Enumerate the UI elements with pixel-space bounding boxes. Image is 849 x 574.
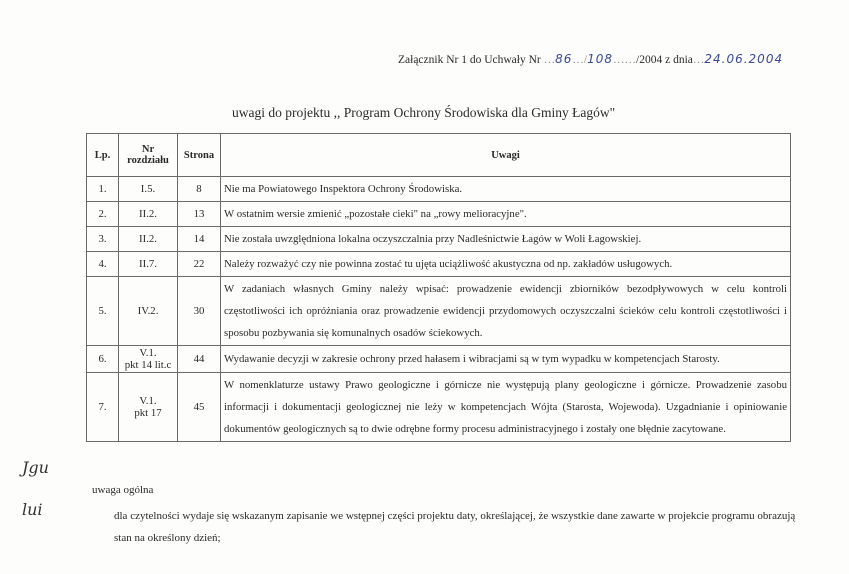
table-row <box>87 202 791 227</box>
cell-remark: W zadaniach własnych Gminy należy wpisać: prowadzenie ewidencji zbiorników bezodpływowych w celu kontroli częstotliwości ich opróżniania oraz prowadzenie ewidencji przydomowych oczyszczalni ścieków celu kontroli częstotliwości i sposobu pozbywania się komunalnych osadów ściekowych. <box>221 277 791 346</box>
cell-chapter <box>119 373 178 442</box>
cell-page: 44 <box>178 346 221 373</box>
cell-lp: 6. <box>87 346 119 373</box>
attachment-prefix: Załącznik Nr 1 do Uchwały Nr <box>398 54 541 66</box>
cell-chapter: II.2. <box>119 202 178 227</box>
cell-remark: W ostatnim wersie zmienić „pozostałe cieki" na „rowy melioracyjne". <box>221 202 791 227</box>
cell-chapter <box>119 346 178 373</box>
cell-chapter: IV.2. <box>119 277 178 346</box>
cell-remark: Należy rozważyć czy nie powinna zostać tu ujęta uciążliwość akustyczna od np. zakładów usługowych. <box>221 252 791 277</box>
cell-lp: 3. <box>87 227 119 252</box>
resolution-number-part2: 108 <box>587 52 614 66</box>
margin-handwritten-initials-2: lui <box>22 500 43 519</box>
cell-chapter: II.7. <box>119 252 178 277</box>
table-row <box>87 373 791 442</box>
general-remark-text: dla czytelności wydaje się wskazanym zapisanie we wstępnej części projektu daty, określającej, że wszystkie dane zawarte w projekcie programu obrazują stan na określony dzień; <box>114 510 796 544</box>
cell-lp: 2. <box>87 202 119 227</box>
cell-page: 8 <box>178 177 221 202</box>
cell-page: 45 <box>178 373 221 442</box>
cell-remark: Nie została uwzględniona lokalna oczyszczalnia przy Nadleśnictwie Łagów w Woli Łagowskiej. <box>221 227 791 252</box>
cell-page: 14 <box>178 227 221 252</box>
header-page: Strona <box>178 134 221 177</box>
attachment-header: Załącznik Nr 1 do Uchwały Nr …86…/108……/2004 z dnia…24.06.2004 <box>398 52 784 66</box>
remarks-table <box>86 133 791 442</box>
year-date-label: /2004 z dnia <box>636 54 693 66</box>
table-row <box>87 346 791 373</box>
header-chapter-number <box>119 134 178 177</box>
header-nr-line2: rozdziału <box>127 155 169 166</box>
cell-chapter: II.2. <box>119 227 178 252</box>
cell-page: 22 <box>178 252 221 277</box>
chapter-line1: V.1. <box>139 395 157 407</box>
table-row <box>87 177 791 202</box>
cell-page: 30 <box>178 277 221 346</box>
handwritten-date: 24.06.2004 <box>704 52 784 66</box>
chapter-line1: V.1. <box>139 347 157 359</box>
cell-chapter: I.5. <box>119 177 178 202</box>
cell-lp: 5. <box>87 277 119 346</box>
cell-lp: 4. <box>87 252 119 277</box>
cell-lp: 1. <box>87 177 119 202</box>
margin-handwritten-initials-1: Jgu <box>22 458 49 477</box>
header-lp: Lp. <box>87 134 119 177</box>
cell-lp: 7. <box>87 373 119 442</box>
table-row <box>87 252 791 277</box>
header-nr-line1: Nr <box>141 144 155 155</box>
table-row <box>87 227 791 252</box>
cell-page: 13 <box>178 202 221 227</box>
table-row <box>87 277 791 346</box>
chapter-line2: pkt 14 lit.c <box>124 359 172 371</box>
resolution-number-part1: 86 <box>555 52 573 66</box>
general-remark-title: uwaga ogólna <box>92 484 154 496</box>
table-header-row <box>87 134 791 177</box>
chapter-line2: pkt 17 <box>134 407 162 419</box>
cell-remark: W nomenklaturze ustawy Prawo geologiczne i górnicze nie występują plany geologiczne i górnicze. Prowadzenie zasobu informacji i dokumentacji geologicznej nie leży w kompetencjach Wójta (Starosta, Wojewoda). Uzgadnianie i opiniowanie dokumentów geologicznych są to dwie odrębne formy procesu administracyjnego i zostały one błędnie zacytowane. <box>221 373 791 442</box>
cell-remark: Nie ma Powiatowego Inspektora Ochrony Środowiska. <box>221 177 791 202</box>
header-remarks: Uwagi <box>221 134 791 177</box>
cell-remark: Wydawanie decyzji w zakresie ochrony przed hałasem i wibracjami są w tym wypadku w kompetencjach Starosty. <box>221 346 791 373</box>
document-title: uwagi do projektu ,, Program Ochrony Środowiska dla Gminy Łagów" <box>232 105 616 120</box>
